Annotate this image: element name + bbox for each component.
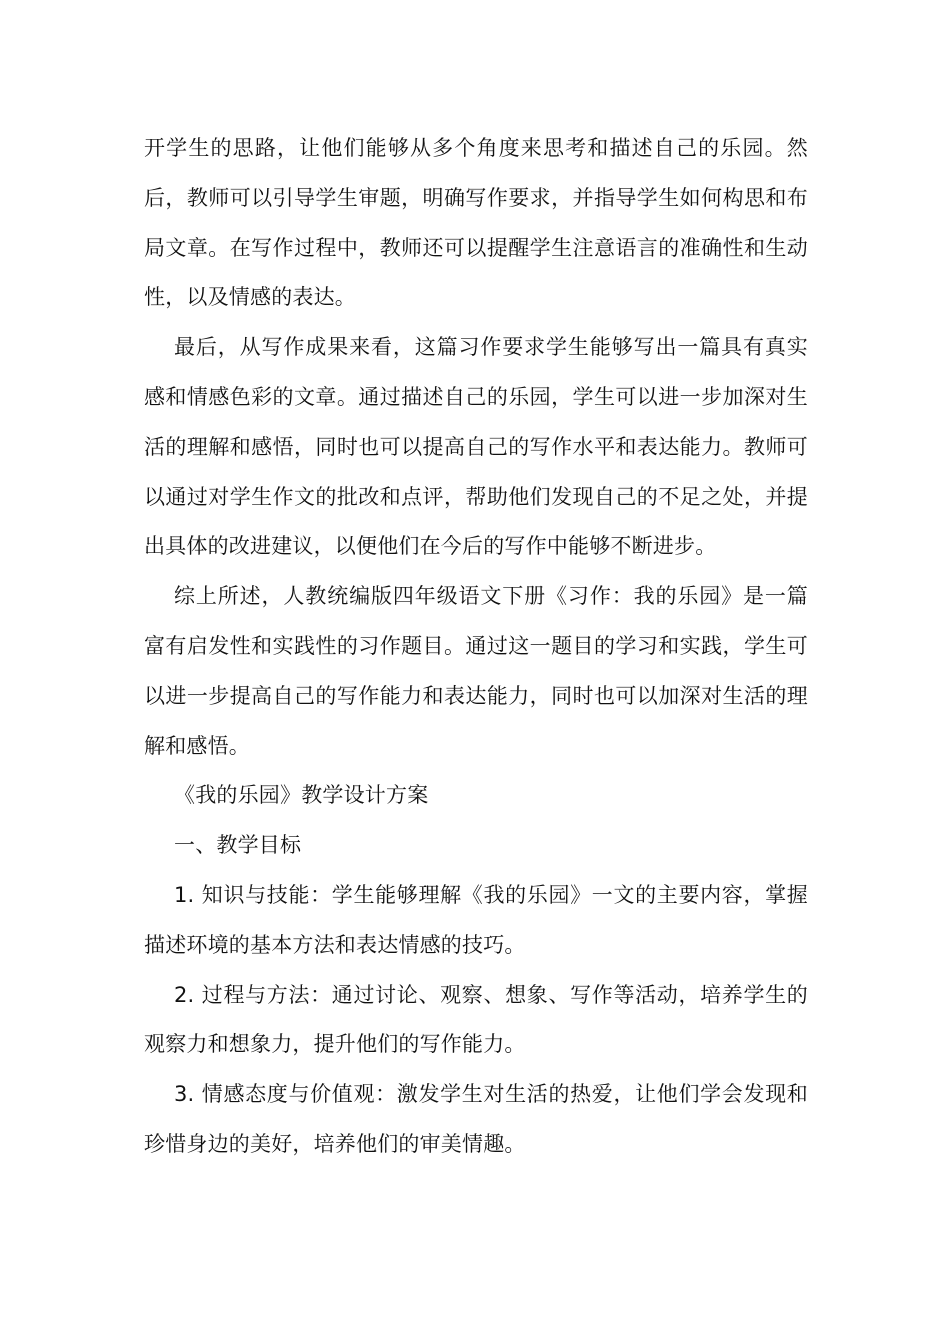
paragraph-writing-outcome: 最后，从写作成果来看，这篇习作要求学生能够写出一篇具有真实感和情感色彩的文章。通过描述自己的乐园，学生可以进一步加深对生活的理解和感悟，同时也可以提高自己的写作水平和表达能力。教师可以通过对学生作文的批改和点评，帮助他们发现自己的不足之处，并提出具体的改进建议，以便他们在今后的写作中能够不断进步。 xyxy=(144,335,808,559)
objective-item-2: 2. 过程与方法：通过讨论、观察、想象、写作等活动，培养学生的观察力和想象力，提升他们的写作能力。 xyxy=(144,982,808,1057)
section-title: 《我的乐园》教学设计方案 xyxy=(174,783,429,808)
objective-item-3: 3. 情感态度与价值观：激发学生对生活的热爱，让他们学会发现和珍惜身边的美好，培养他们的审美情趣。 xyxy=(144,1082,808,1156)
objective-item-1: 1. 知识与技能：学生能够理解《我的乐园》一文的主要内容，掌握描述环境的基本方法和表达情感的技巧。 xyxy=(144,882,808,957)
paragraph-summary: 综上所述，人教统编版四年级语文下册《习作：我的乐园》是一篇富有启发性和实践性的习作题目。通过这一题目的学习和实践，学生可以进一步提高自己的写作能力和表达能力，同时也可以加深对生活的理解和感悟。 xyxy=(144,584,808,758)
paragraph-continuation: 开学生的思路，让他们能够从多个角度来思考和描述自己的乐园。然后，教师可以引导学生审题，明确写作要求，并指导学生如何构思和布局文章。在写作过程中，教师还可以提醒学生注意语言的准确性和生动性，以及情感的表达。 xyxy=(144,136,808,310)
section-heading-objectives: 一、教学目标 xyxy=(174,833,302,858)
document-body xyxy=(144,124,808,1170)
